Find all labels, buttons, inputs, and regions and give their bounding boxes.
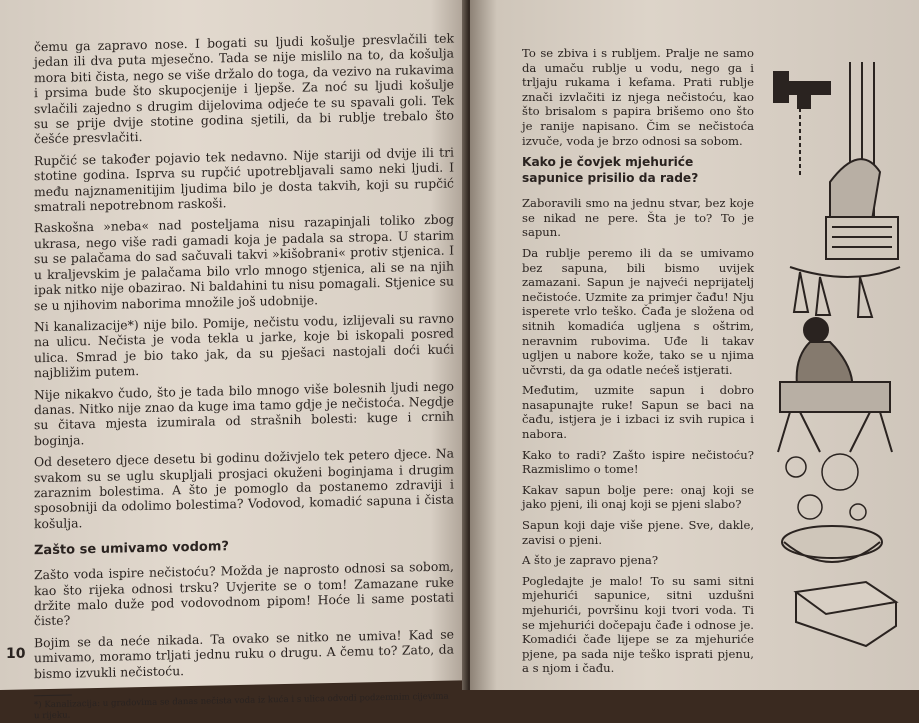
washing-illustration bbox=[770, 62, 906, 652]
washerwoman-icon bbox=[778, 318, 892, 452]
paragraph: Pogledajte je malo! To su sami sitni mjehurići sapunice, sitni uzdušni mjehurići, površinu koji tvori voda. Ti se mjehurići dočepaju čađe i odnose je. Komadići čađe lijepe se za mjehuriće pjene, pa sada nije teško isprati pjenu, a s njom i čađu. bbox=[522, 573, 754, 676]
paragraph: čemu ga zapravo nose. I bogati su ljudi košulje presvlačili tek jedan ili dva puta mjesečno. Tada se nije mislilo na to, da košulja mora biti čista, nego se više držalo do toga, da vezivo na rukavima i prsima bude što skupocjenije i ljepše. Za noć su ljudi košulje svlačili zajedno s drugim dijelovima odjeće te su spavali goli. Tek su se prije dvije stotine godina sjetili, da bi rublje trebalo što češće presvlačiti. bbox=[34, 30, 454, 147]
section-heading: Zašto se umivamo vodom? bbox=[34, 539, 229, 559]
soap-bubbles-icon bbox=[786, 454, 866, 520]
section-heading: Kako je čovjek mjehuriće sapunice prisilio da rade? bbox=[522, 155, 699, 186]
paragraph: Zašto voda ispire nečistoću? Možda je naprosto odnosi sa sobom, kao što rijeka odnosi trsku? Uvjerite se o tom! Zamazane ruke držite malo duže pod vodovodnom pipom! Hoće li same postati čiste? bbox=[34, 558, 454, 629]
paragraph: Bojim se da neće nikada. Ta ovako se nitko ne umiva! Kad se umivamo, moramo trljati jednu ruku o drugu. A čemu to? Zato, da bismo izvukli nečistoću. bbox=[34, 626, 454, 681]
page-number: 10 bbox=[6, 646, 26, 662]
footnote-rule bbox=[34, 695, 72, 697]
footnote: *) Kanalizacija: u gradovima se danas nečista voda iz kuća i s ulica odvodi podzemnim cijevima u rijeku. bbox=[34, 691, 449, 722]
faucet-icon bbox=[774, 62, 880, 237]
paragraph: Zaboravili smo na jednu stvar, bez koje se nikad ne pere. Šta je to? To je sapun. bbox=[522, 196, 754, 240]
paragraph: Međutim, uzmite sapun i dobro nasapunajte ruke! Sapun se baci na čađu, istjera je i izbaci iz svih rupica i nabora. bbox=[522, 383, 754, 442]
paragraph: Raskošna »neba« nad posteljama nisu razapinjali toliko zbog ukrasa, nego više radi gamadi koja je padala sa stropa. U starim su se palačama do sad sačuvali takvi »kišobrani« protiv stjenica. I u kraljevskim je palačama bilo vrlo mnogo stjenica, ali se na njih ipak nitko nije obazirao. Ni baldahini tu nisu pomagali. Stjenice su se u njihovim naborima množile još udobnije. bbox=[34, 211, 454, 313]
paragraph: To se zbiva i s rubljem. Pralje ne samo da umaču rublje u vodu, nego ga i trljaju rukama i kefama. Prati rublje znači izvlačiti iz njega nečistoću, kao što brisalom s papira brišemo ono što je ranije napisano. Čim se nečistoća izvuče, voda je brzo odnosi sa sobom. bbox=[522, 46, 754, 148]
paragraph: Kakav sapun bolje pere: onaj koji se jako pjeni, ili onaj koji se pjeni slabo? bbox=[522, 482, 754, 512]
laundry-line-icon bbox=[790, 217, 900, 317]
paragraph: A što je zapravo pjena? bbox=[522, 553, 659, 568]
paragraph: Rupčić se također pojavio tek nedavno. Nije stariji od dvije ili tri stotine godina. Isprva su rupčić upotrebljavali samo neki ljudi. I među najznamenitijim ljudima bilo je dosta takvih, koji su rupčić smatrali nepotrebnom raskoši. bbox=[34, 144, 454, 215]
paragraph: Nije nikakvo čudo, što je tada bilo mnogo više bolesnih ljudi nego danas. Nitko nije znao da kuge ima tamo gdje je nečistoća. Negdje su čitava mjesta izumirala od strašnih bolesti: kuge i crnih boginja. bbox=[34, 378, 454, 449]
paragraph: Sapun koji daje više pjene. Sve, dakle, zavisi o pjeni. bbox=[522, 518, 754, 547]
paragraph: Da rublje peremo ili da se umivamo bez sapuna, bili bismo uvijek zamazani. Sapun je najveći neprijatelj nečistoće. Uzmite za primjer čađu! Nju isperete vrlo teško. Čađa je složena od sitnih komadića ugljena s oštrim, neravnim rubovima. Uđe li takav ugljen u nabore kože, tako se u njima učvrsti, da ga odatle nećeš istjerati. bbox=[522, 245, 754, 377]
paragraph: Kako to radi? Zašto ispire nečistoću? Razmislimo o tome! bbox=[522, 447, 754, 477]
paragraph: Od desetero djece desetu bi godinu doživjelo tek petero djece. Na svakom su se uglu skupljali prosjaci okuženi boginjama i drugim zaraznim bolestima. A što je pomoglo da postanemo zdraviji i sposobniji da odolimo bolestima? Vodovod, komadić sapuna i čista košulja. bbox=[34, 445, 454, 532]
paragraph: Ni kanalizacije*) nije bilo. Pomije, nečistu vodu, izlijevali su ravno na ulicu. Nečista je voda tekla u jarke, koje bi iskopali posred ulica. Smrad je bio tako jak, da su pješaci nastojali doći kući najbližim putem. bbox=[34, 310, 454, 381]
soap-dish-icon bbox=[782, 526, 896, 646]
